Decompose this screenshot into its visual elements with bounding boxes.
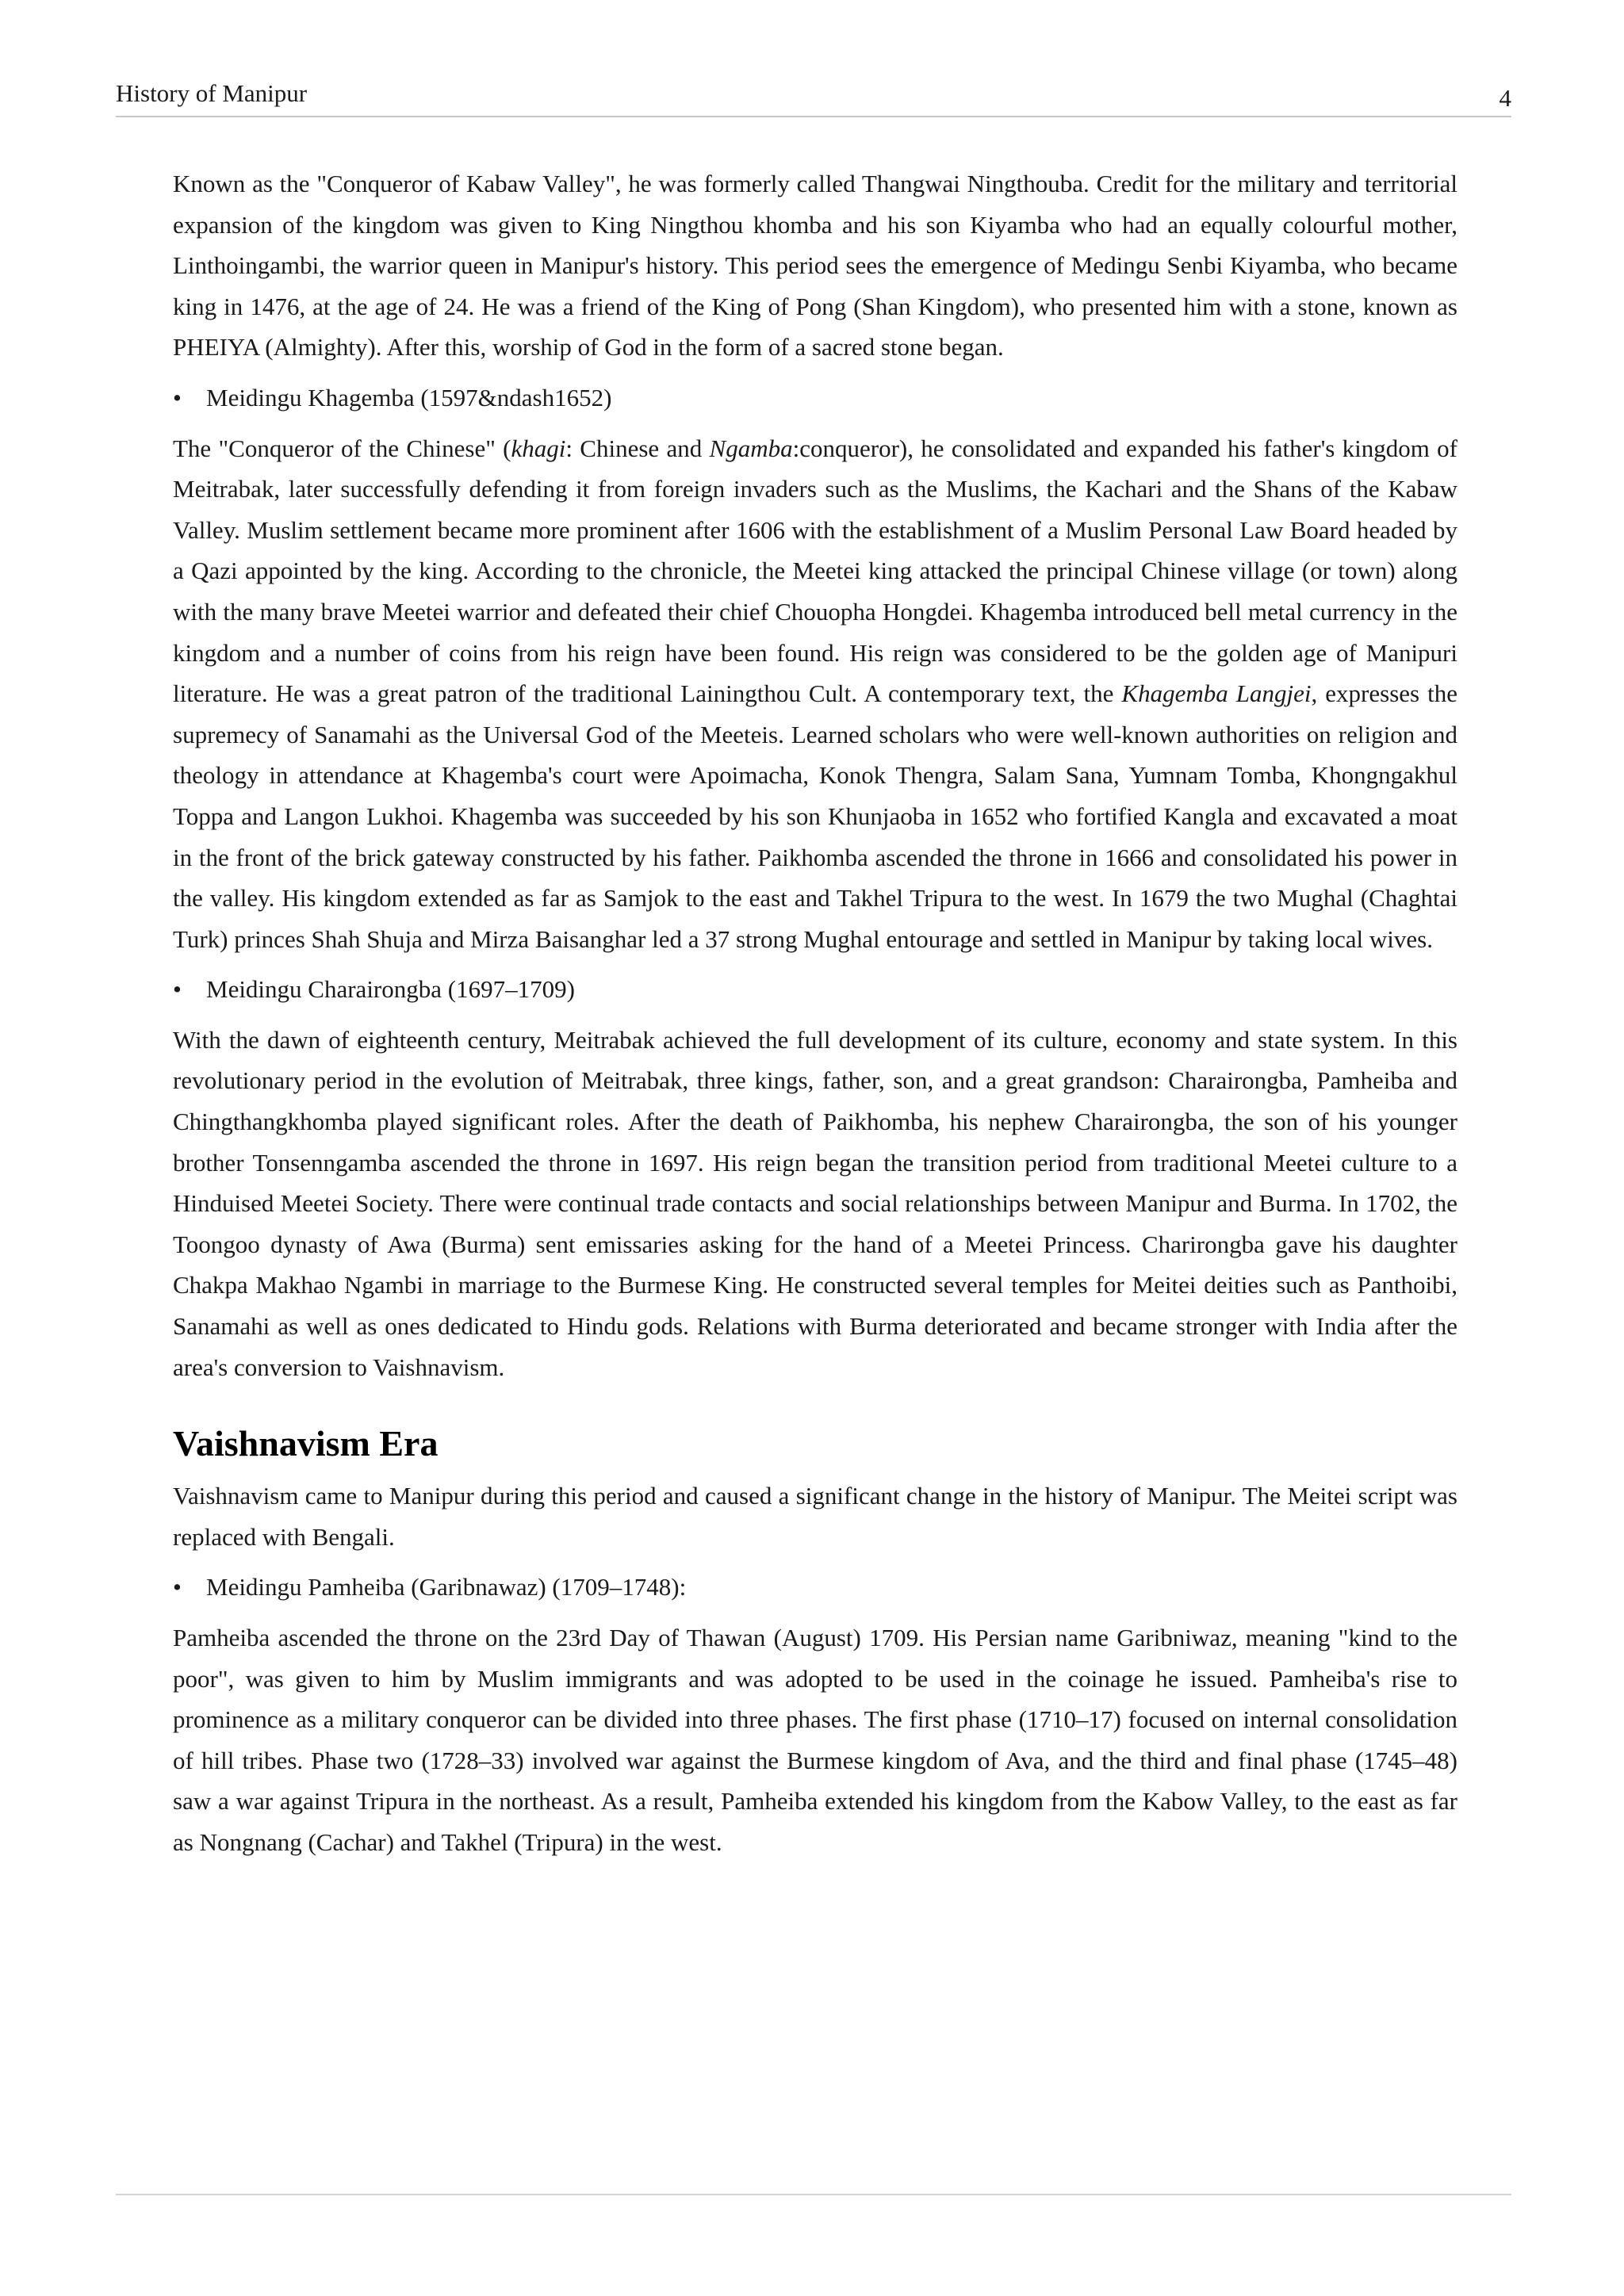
paragraph-kiyamba: Known as the "Conqueror of Kabaw Valley", he was formerly called Thangwai Ningthouba. Credit for the military and territorial expansion of the kingdom was given to King Ningthou khomba and his son Kiyamba who had an equally colourful mother, Linthoingambi, the warrior queen in Manipur's history. This period sees the emergence of Medingu Senbi Kiyamba, who became king in 1476, at the age of 24. He was a friend of the King of Pong (Shan Kingdom), who presented him with a stone, known as PHEIYA (Almighty). After this, worship of God in the form of a sacred stone began.: [173, 170, 1457, 362]
bullet-khagemba: [173, 377, 1457, 419]
paragraph-pamheiba: Pamheiba ascended the throne on the 23rd Day of Thawan (August) 1709. His Persian name Garibniwaz, meaning "kind to the poor", was given to him by Muslim immigrants and was adopted to be used in the coinage he issued. Pamheiba's rise to prominence as a military conqueror can be divided into three phases. The first phase (1710–17) focused on internal consolidation of hill tribes. Phase two (1728–33) involved war against the Burmese kingdom of Ava, and the third and final phase (1745–48) saw a war against Tripura in the northeast. As a result, Pamheiba extended his kingdom from the Kabow Valley, to the east as far as Nongnang (Cachar) and Takhel (Tripura) in the west.: [173, 1624, 1457, 1856]
text-run: The "Conqueror of the Chinese" (: [173, 434, 511, 462]
article-body: [173, 163, 1457, 1873]
text-run: , expresses the supremecy of Sanamahi as the Universal God of the Meeteis. Learned scholars who were well-known authorities on religion and theology in attendance at Khagemba's court were Apoimacha, Konok Thengra, Salam Sana, Yumnam Tomba, Khongngakhul Toppa and Langon Lukhoi. Khagemba was succeeded by his son Khunjaoba in 1652 who fortified Kangla and excavated a moat in the front of the brick gateway constructed by his father. Paikhomba ascended the throne in 1666 and consolidated his power in the valley. His kingdom extended as far as Samjok to the east and Takhel Tripura to the west. In 1679 the two Mughal (Chaghtai Turk) princes Shah Shuja and Mirza Baisanghar led a 37 strong Mughal entourage and settled in Manipur by taking local wives.: [173, 679, 1457, 953]
text-run: :conqueror), he consolidated and expanded his father's kingdom of Meitrabak, later successfully defending it from foreign invaders such as the Muslims, the Kachari and the Shans of the Kabaw Valley. Muslim settlement became more prominent after 1606 with the establishment of a Muslim Personal Law Board headed by a Qazi appointed by the king. According to the chronicle, the Meetei king attacked the principal Chinese village (or town) along with the many brave Meetei warrior and defeated their chief Chouopha Hongdei. Khagemba introduced bell metal currency in the kingdom and a number of coins from his reign have been found. His reign was considered to be the golden age of Manipuri literature. He was a great patron of the traditional Lainingthou Cult. A contemporary text, the: [173, 434, 1458, 708]
text-run: : Chinese and: [565, 434, 710, 462]
bullet-label-charairongba: Meidingu Charairongba (1697–1709): [206, 975, 575, 1004]
title-khagemba-langjei: Khagemba Langjei: [1121, 679, 1312, 708]
term-ngamba: Ngamba: [709, 434, 793, 462]
bullet-dot: •: [173, 383, 182, 411]
paragraph-khagemba: [173, 428, 1457, 960]
bullet-pamheiba: [173, 1567, 1457, 1608]
paragraph-vaishnavism: Vaishnavism came to Manipur during this period and caused a significant change in the history of Manipur. The Meitei script was replaced with Bengali.: [173, 1482, 1457, 1551]
bullet-charairongba: [173, 969, 1457, 1010]
paragraph-charairongba: With the dawn of eighteenth century, Meitrabak achieved the full development of its culture, economy and state system. In this revolutionary period in the evolution of Meitrabak, three kings, father, son, and a great grandson: Charairongba, Pamheiba and Chingthangkhomba played significant roles. After the death of Paikhomba, his nephew Charairongba, the son of his younger brother Tonsenngamba ascended the throne in 1697. His reign began the transition period from traditional Meetei culture to a Hinduised Meetei Society. There were continual trade contacts and social relationships between Manipur and Burma. In 1702, the Toongoo dynasty of Awa (Burma) sent emissaries asking for the hand of a Meetei Princess. Charirongba gave his daughter Chakpa Makhao Ngambi in marriage to the Burmese King. He constructed several temples for Meitei deities such as Panthoibi, Sanamahi as well as ones dedicated to Hindu gods. Relations with Burma deteriorated and became stronger with India after the area's conversion to Vaishnavism.: [173, 1025, 1457, 1381]
term-khagi: khagi: [511, 434, 566, 462]
bullet-label-pamheiba: Meidingu Pamheiba (Garibnawaz) (1709–1748):: [206, 1573, 687, 1601]
section-heading-vaishnavism: Vaishnavism Era: [173, 1423, 439, 1464]
running-title: History of Manipur: [116, 79, 308, 107]
bullet-dot: •: [173, 975, 182, 1004]
footer-rule: [116, 2194, 1511, 2195]
page-number: 4: [1499, 84, 1511, 112]
bullet-label-khagemba: Meidingu Khagemba (1597&ndash1652): [206, 383, 612, 411]
page-header: [116, 76, 1511, 117]
bullet-dot: •: [173, 1573, 182, 1601]
